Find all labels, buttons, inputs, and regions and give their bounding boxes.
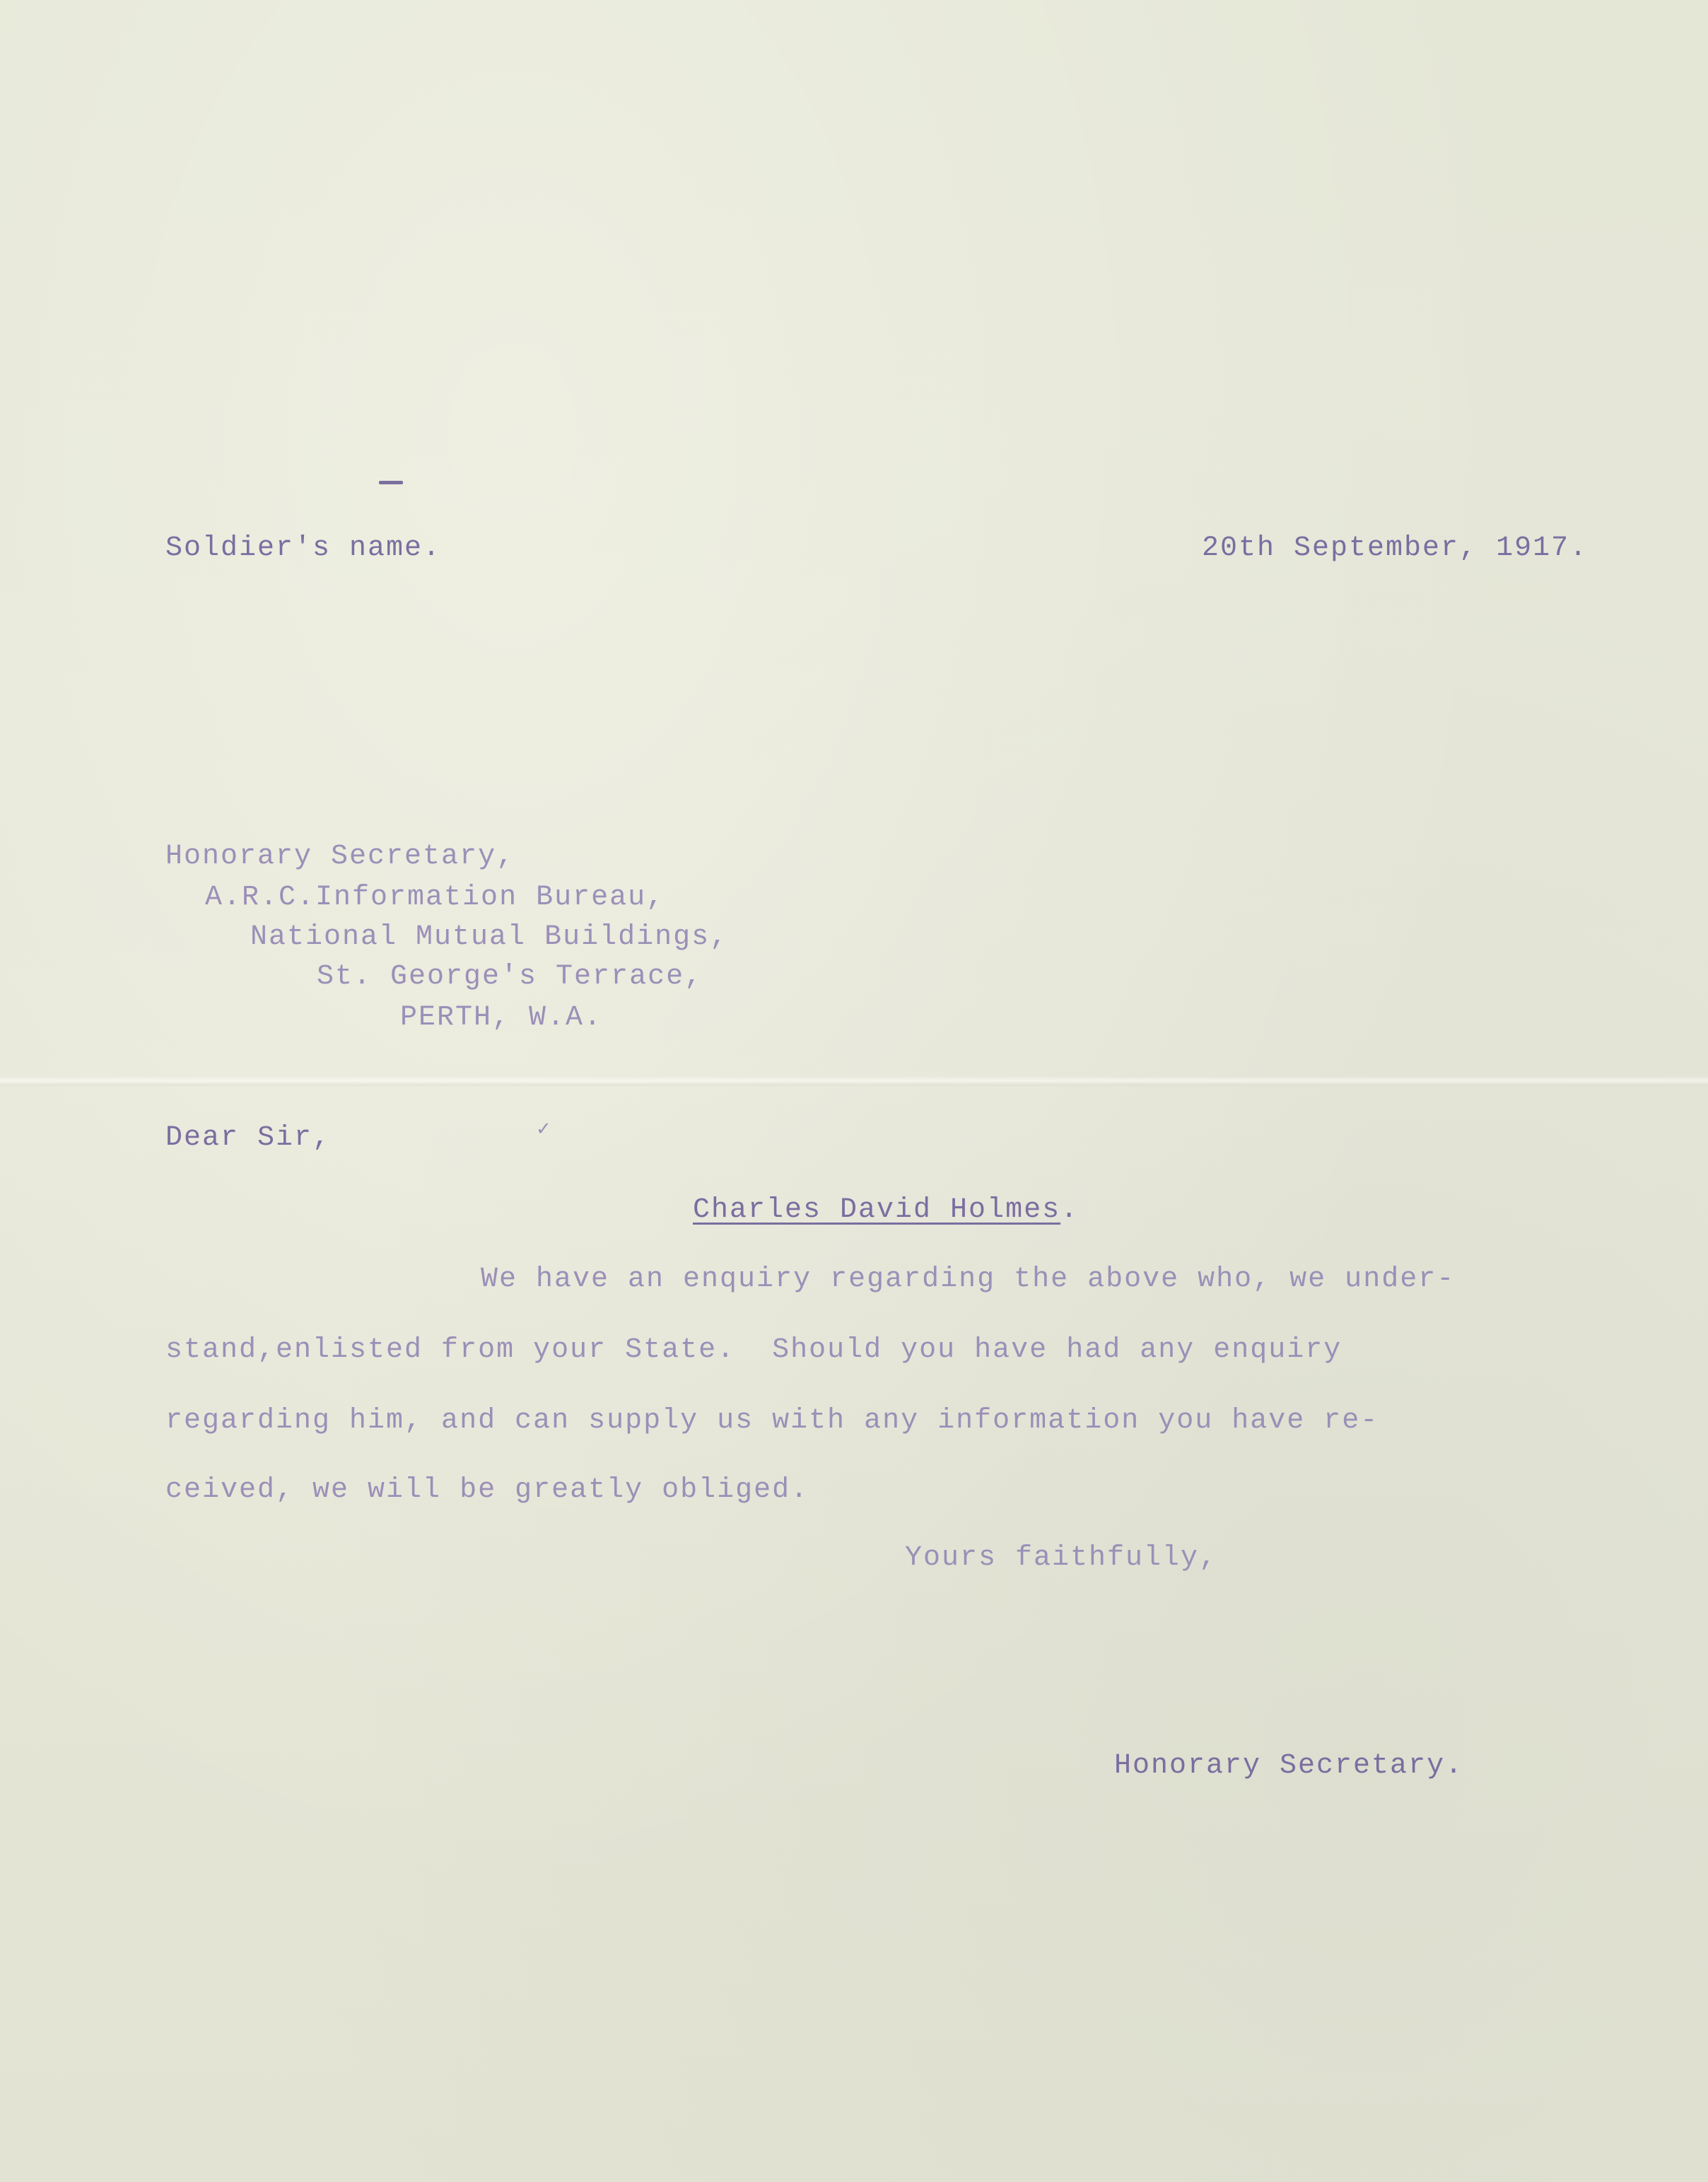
typed-dash-mark: [379, 481, 403, 484]
address-line-1: Honorary Secretary,: [165, 841, 515, 873]
subject-line: [693, 1196, 1079, 1225]
body-line-3: regarding him, and can supply us with any information you have re-: [165, 1405, 1379, 1437]
salutation: Dear Sir,: [165, 1122, 332, 1154]
body-line-1: We have an enquiry regarding the above who, we under-: [481, 1264, 1456, 1295]
body-line-2: stand,enlisted from your State. Should you have had any enquiry: [165, 1334, 1343, 1366]
address-line-3: National Mutual Buildings,: [250, 921, 729, 953]
soldier-name-label: Soldier's name.: [165, 532, 442, 564]
letter-date: 20th September, 1917.: [1202, 532, 1589, 564]
check-mark-icon: ✓: [536, 1119, 551, 1140]
address-line-5: PERTH, W.A.: [400, 1002, 603, 1034]
signature-title: Honorary Secretary.: [1114, 1750, 1464, 1782]
closing: Yours faithfully,: [905, 1542, 1218, 1574]
subject-period: .: [1060, 1194, 1080, 1226]
subject-name: Charles David Holmes: [693, 1194, 1061, 1226]
body-line-4: ceived, we will be greatly obliged.: [165, 1474, 809, 1506]
address-line-4: St. George's Terrace,: [317, 961, 703, 993]
paper-fold-crease: [0, 1076, 1708, 1086]
address-line-2: A.R.C.Information Bureau,: [205, 882, 665, 914]
